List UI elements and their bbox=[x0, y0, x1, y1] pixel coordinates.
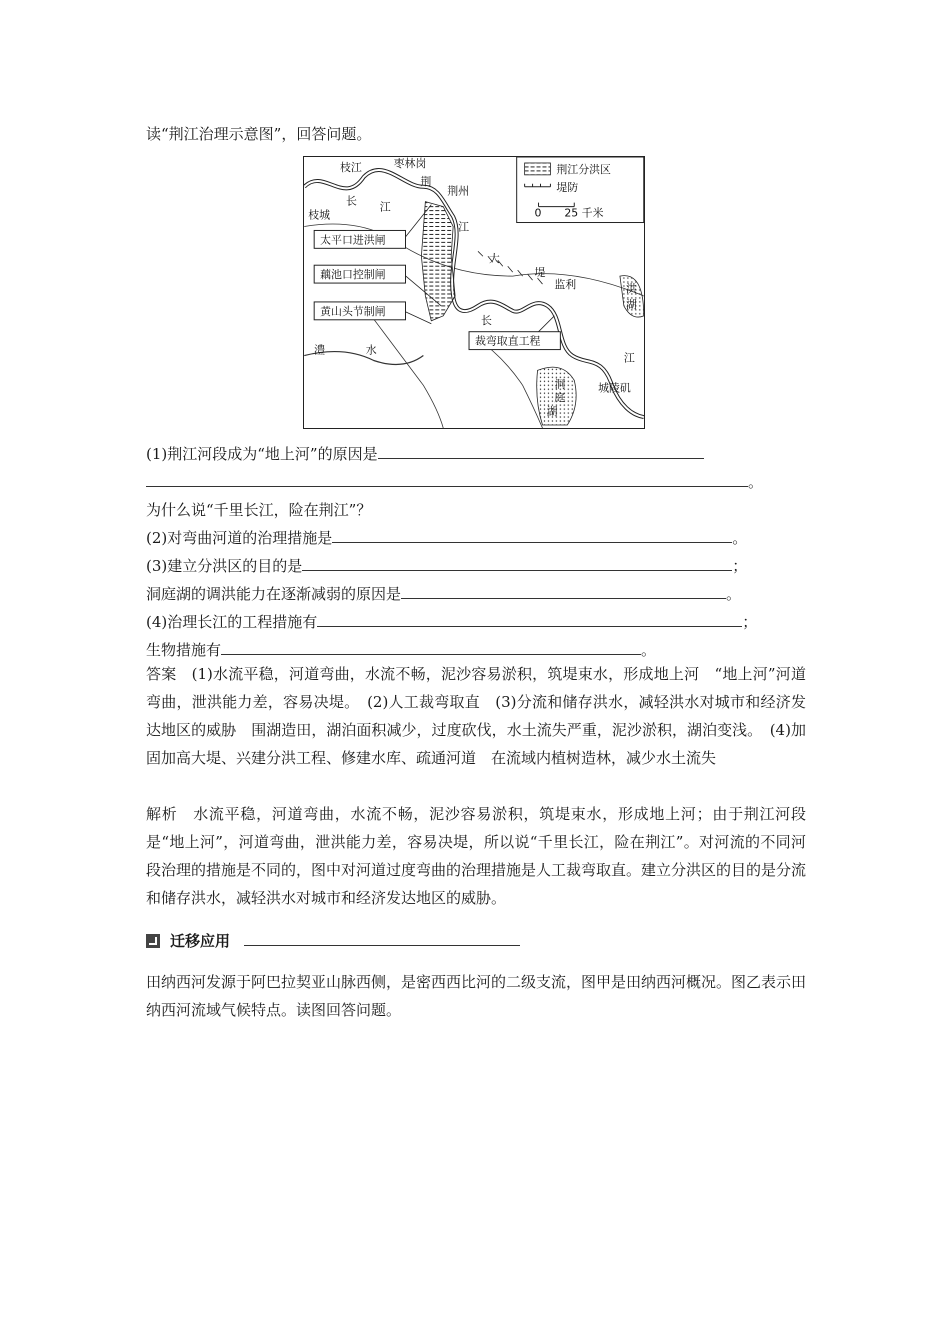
answer-blank[interactable] bbox=[332, 528, 732, 543]
section-title: 迁移应用 bbox=[170, 932, 231, 950]
section-rule bbox=[244, 935, 520, 946]
question-3-text: (3)建立分洪区的目的是 bbox=[146, 557, 303, 575]
answer-blank[interactable] bbox=[317, 612, 742, 627]
scale-value: 25 千米 bbox=[564, 206, 604, 220]
place-hu-2: 湖 bbox=[546, 405, 558, 419]
question-2 bbox=[146, 528, 747, 548]
map-svg bbox=[304, 157, 644, 428]
place-ting: 庭 bbox=[554, 391, 566, 405]
place-zaolingang: 枣林岗 bbox=[393, 157, 427, 170]
legend-flood-label: 荆江分洪区 bbox=[556, 162, 611, 176]
intro-text: 读“荆江治理示意图”，回答问题。 bbox=[146, 125, 372, 143]
place-shui: 水 bbox=[365, 343, 377, 357]
place-hu: 湖 bbox=[625, 297, 637, 311]
question-1 bbox=[146, 444, 704, 464]
question-4-text: (4)治理长江的工程措施有 bbox=[146, 613, 318, 631]
levee-marks bbox=[478, 251, 543, 284]
section-header bbox=[146, 930, 520, 951]
legend-levee-label: 堤防 bbox=[556, 180, 579, 194]
place-li: 澧 bbox=[314, 343, 326, 357]
callout-taipingkou: 太平口进洪闸 bbox=[320, 233, 386, 247]
place-chenglingji: 城陵矶 bbox=[598, 381, 631, 395]
place-jiang: 江 bbox=[379, 200, 391, 214]
boundary-line bbox=[364, 306, 443, 428]
question-1-text: (1)荆江河段成为“地上河”的原因是 bbox=[146, 445, 378, 463]
place-jianli: 监利 bbox=[554, 278, 577, 292]
jingjiang-map bbox=[303, 156, 645, 429]
question-3-end: ； bbox=[732, 557, 748, 575]
place-dong: 洞 bbox=[554, 377, 566, 391]
answer-blank[interactable] bbox=[401, 584, 726, 599]
question-4b-end: 。 bbox=[641, 641, 657, 659]
question-3b-text: 洞庭湖的调洪能力在逐渐减弱的原因是 bbox=[146, 585, 402, 603]
place-chang-2: 长 bbox=[480, 313, 492, 327]
question-1-cont bbox=[146, 472, 763, 492]
callout-ouchikou: 藕池口控制闸 bbox=[320, 268, 386, 282]
question-4b bbox=[146, 640, 656, 660]
place-chang: 长 bbox=[345, 194, 357, 208]
place-zhicheng: 枝城 bbox=[308, 208, 331, 222]
place-jingzhou: 荆州 bbox=[447, 184, 470, 198]
callout-leader bbox=[538, 316, 555, 333]
callout-huangshantou: 黄山头节制闸 bbox=[320, 304, 386, 318]
answer-blank[interactable] bbox=[302, 556, 732, 571]
place-hong: 洪 bbox=[625, 282, 637, 296]
question-2-end: 。 bbox=[732, 529, 748, 547]
question-1b: 为什么说“千里长江，险在荆江”？ bbox=[146, 501, 372, 519]
callout-leader bbox=[404, 311, 432, 324]
question-3b-end: 。 bbox=[726, 585, 742, 603]
callout-caiwan: 裁弯取直工程 bbox=[474, 334, 541, 348]
scale-zero: 0 bbox=[534, 206, 542, 220]
transfer-paragraph: 田纳西河发源于阿巴拉契亚山脉西侧，是密西西比河的二级支流，图甲是田纳西河概况。图乙表示田纳西河流域气候特点。读图回答问题。 bbox=[146, 973, 807, 1019]
place-jiang-2: 江 bbox=[458, 220, 470, 234]
question-2-text: (2)对弯曲河道的治理措施是 bbox=[146, 529, 333, 547]
question-1-end: 。 bbox=[748, 473, 764, 491]
legend-flood-swatch bbox=[525, 163, 551, 175]
question-3 bbox=[146, 556, 747, 576]
place-jiang-3: 江 bbox=[623, 351, 635, 365]
answer-blank[interactable] bbox=[221, 640, 641, 655]
answer-blank[interactable] bbox=[146, 472, 748, 487]
place-jing: 荆 bbox=[420, 174, 432, 188]
analysis-paragraph: 解析 水流平稳，河道弯曲，水流不畅，泥沙容易淤积，筑堤束水，形成地上河；由于荆江河段是“地上河”，河道弯曲，泄洪能力差，容易决堤，所以说“千里长江，险在荆江”。对河流的不同河段治理的措施是不同的，图中对河道过度弯曲的治理措施是人工裁弯取直。建立分洪区的目的是分流和储存洪水，减轻洪水对城市和经济发达地区的威胁。 bbox=[146, 805, 807, 907]
place-di: 堤 bbox=[534, 266, 546, 280]
answer-paragraph: 答案 (1)水流平稳，河道弯曲，水流不畅，泥沙容易淤积，筑堤束水，形成地上河 “地上河”河道弯曲，泄洪能力差，容易决堤。 (2)人工裁弯取直 (3)分流和储存洪水，减轻洪水对城市和经济发达地区的威胁 围湖造田，湖泊面积减少，过度砍伐，水土流失严重，泥沙淤积，湖泊变浅。 (4)加固加高大堤、兴建分洪工程、修建水库、疏通河道 在流域内植树造林，减少水土流失 bbox=[146, 665, 806, 767]
answer-blank[interactable] bbox=[378, 444, 704, 459]
question-4b-text: 生物措施有 bbox=[146, 641, 222, 659]
question-4 bbox=[146, 612, 757, 632]
place-zhijiang: 枝江 bbox=[339, 160, 362, 174]
place-da: 大 bbox=[488, 252, 500, 266]
question-3b bbox=[146, 584, 741, 604]
section-arrow-icon bbox=[146, 934, 160, 948]
question-4-end: ； bbox=[742, 613, 758, 631]
